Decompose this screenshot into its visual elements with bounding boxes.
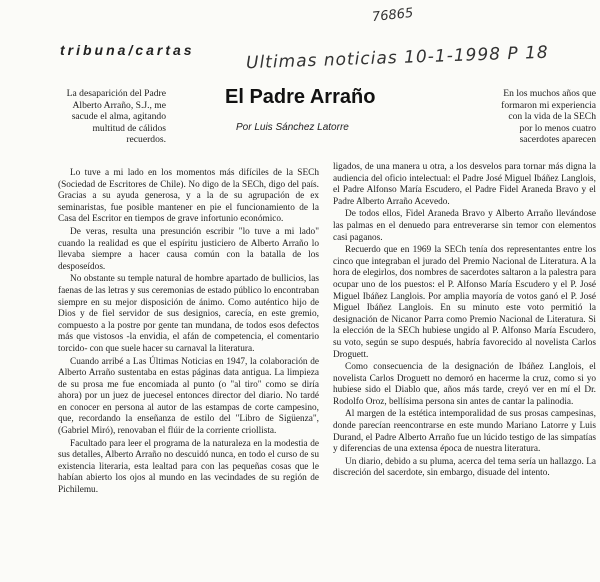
article-byline: Por Luis Sánchez Latorre bbox=[236, 122, 349, 133]
paragraph: De veras, resulta una presunción escribir "lo tuve a mi lado" cuando la realidad es que el espíritu justiciero de Alberto Arraño lo llevaba siempre a hacer causa común con la batalla de los desposeídos. bbox=[58, 226, 319, 272]
paragraph: No obstante su temple natural de hombre apartado de bullicios, las faenas de las letras y sus ceremonias de estado público lo encontraban siempre en su mejor disposición de ánimo. Como auténtico hijo de Dios y de fiel servidor de sus designios, carecía, en este gremio, compuesto a la postre por gente tan mundana, de todos esos defectos más que vistosos -la envidia, el afán de competencia, el comentario torcido- con que suele hacer su carnaval la literatura. bbox=[58, 274, 319, 354]
handwritten-source-note: Ultimas noticias 10-1-1998 P 18 bbox=[245, 42, 550, 74]
article-column-right bbox=[333, 162, 596, 480]
section-label: tribuna/cartas bbox=[60, 42, 195, 58]
paragraph: ligados, de una manera u otra, a los desvelos para tornar más digna la audiencia del oficio intelectual: el Padre José Miguel Ibáñez Langlois, el Padre Alfonso María Escudero, el Padre Fidel Araneda Bravo y el Padre Alberto Arraño Acevedo. bbox=[333, 162, 596, 207]
archive-stamp-code: 76865 bbox=[371, 5, 415, 26]
pull-quote-left: La desaparición del Padre Alberto Arraño, S.J., me sacude el alma, agitando multitud de cálidos recuerdos. bbox=[66, 88, 166, 146]
paragraph: Como consecuencia de la designación de Ibáñez Langlois, el novelista Carlos Droguett no demoró en hacerme la cruz, como si yo hubiese sido el Diablo que, años más tarde, creyó ver en mí el Dr. Rodolfo Oroz, bellísima persona sin antes de cantar la palinodia. bbox=[333, 362, 596, 407]
paragraph: Cuando arribé a Las Últimas Noticias en 1947, la colaboración de Alberto Arraño sustentaba en estas páginas data antigua. La limpieza de su prosa me fue encomiada al punto (o "al tiro" como se diría ahora) por un juez de juecesel entonces director del diario. No tardé en conocer en persona al autor de las estampas de corte campesino, que, recordando la enseñanza de estilo del "Libro de Sigüenza", (Gabriel Miró), renovaban el flúir de la corriente criollista. bbox=[58, 356, 319, 437]
article-headline: El Padre Arraño bbox=[225, 86, 376, 108]
paragraph: Un diario, debido a su pluma, acerca del tema sería un hallazgo. La discreción del sacerdote, sin embargo, disuade del intento. bbox=[333, 456, 596, 479]
article-column-left bbox=[58, 168, 319, 497]
paragraph: Recuerdo que en 1969 la SECh tenía dos representantes entre los cinco que integraban el jurado del Premio Nacional de Literatura. A la hora de elegirlos, dos nombres de sacerdotes saltaron a la palestra para ocupar uno de los puestos: el P. Alfonso María Escudero y el P. José Miguel Ibáñez Langlois. Por amplia mayoría de votos ganó el P. José Miguel Ibáñez Langlois. En su minuto este voto permitió la designación de Nicanor Parra como Premio Nacional de Literatura. Si la elección de la SECh hubiese ungido al P. Alfonso María Escudero, su voto, según se supo después, habría favorecido al novelista Carlos Droguett. bbox=[333, 245, 596, 360]
paragraph: De todos ellos, Fidel Araneda Bravo y Alberto Arraño llevándose las palmas en el denuedo para entreverarse sin temor con elementos casi paganos. bbox=[333, 209, 596, 243]
paragraph: Facultado para leer el programa de la naturaleza en la modestia de sus detalles, Alberto Arraño no descuidó nunca, en todo el curso de su existencia literaria, esta lealtad para con las pequeñas cosas que le habían abierto los ojos al mundo en las vecindades de su región de Pichilemu. bbox=[58, 438, 319, 496]
pull-quote-right: En los muchos años que formaron mi experiencia con la vida de la SECh por lo menos cuatro sacerdotes aparecen bbox=[501, 88, 596, 146]
paragraph: Lo tuve a mi lado en los momentos más difíciles de la SECh (Sociedad de Escritores de Chile). No digo de la SECh, digo del país. Gracias a su ayuda generosa, y a la de su agrupación de ex seminaristas, fue posible mantener en pie el funcionamiento de la Casa del Escritor en tiempos de grave infortunio económico. bbox=[58, 168, 319, 225]
paragraph: Al margen de la estética intemporalidad de sus prosas campesinas, donde parecían reencontrarse en este mundo Mariano Latorre y Luis Durand, el Padre Alberto Arraño fue un lúcido testigo de las simpatías y diferencias de una extensa época de nuestra literatura. bbox=[333, 409, 596, 455]
